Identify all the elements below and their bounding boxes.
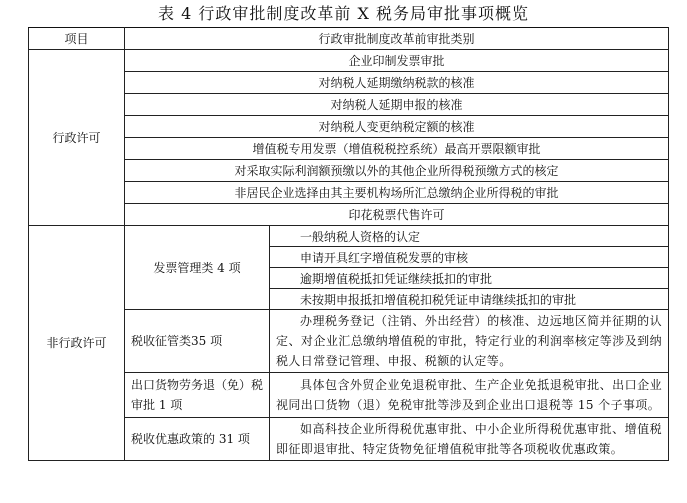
non-admin-license-text: 非行政许可 xyxy=(46,336,107,350)
admin-item: 对纳税人延期申报的核准 xyxy=(125,94,669,116)
tax-collection-label: 税收征管类35 项 xyxy=(125,310,270,373)
export-refund-label: 出口货物劳务退（免）税审批 1 项 xyxy=(125,373,270,418)
invoice-item: 未按期申报抵扣增值税扣税凭证申请继续抵扣的审批 xyxy=(270,289,669,310)
preferential-policy-label: 税收优惠政策的 31 项 xyxy=(125,418,270,461)
table-title: 表 4 行政审批制度改革前 X 税务局审批事项概览 xyxy=(158,4,529,23)
invoice-mgmt-label: 发票管理类 4 项 xyxy=(125,226,270,310)
admin-item: 企业印制发票审批 xyxy=(125,50,669,72)
header-category: 行政审批制度改革前审批类别 xyxy=(125,28,669,50)
header-item: 项目 xyxy=(29,28,125,50)
invoice-item: 一般纳税人资格的认定 xyxy=(270,226,669,247)
tax-collection-text: 办理税务登记（注销、外出经营）的核准、边远地区简并征期的认定、对企业汇总缴纳增值税的审批，特定行业的利润率核定等涉及到纳税人日常登记管理、申报、税额的认定等。 xyxy=(270,310,669,373)
admin-item: 对纳税人延期缴纳税款的核准 xyxy=(125,72,669,94)
admin-item: 增值税专用发票（增值税税控系统）最高开票限额审批 xyxy=(125,138,669,160)
non-admin-license-label xyxy=(29,226,125,461)
admin-item: 对采取实际利润额预缴以外的其他企业所得税预缴方式的核定 xyxy=(125,160,669,182)
admin-item: 非居民企业选择由其主要机构场所汇总缴纳企业所得税的审批 xyxy=(125,182,669,204)
admin-license-label: 行政许可 xyxy=(29,50,125,226)
admin-item: 印花税票代售许可 xyxy=(125,204,669,226)
invoice-item: 申请开具红字增值税发票的审核 xyxy=(270,247,669,268)
preferential-policy-text: 如高科技企业所得税优惠审批、中小企业所得税优惠审批、增值税即征即退审批、特定货物免征增值税审批等各项税收优惠政策。 xyxy=(270,418,669,461)
approval-table xyxy=(28,27,669,461)
invoice-item: 逾期增值税抵扣凭证继续抵扣的审批 xyxy=(270,268,669,289)
export-refund-text: 具体包含外贸企业免退税审批、生产企业免抵退税审批、出口企业视同出口货物（退）免税审批等涉及到企业出口退税等 15 个子事项。 xyxy=(270,373,669,418)
admin-item: 对纳税人变更纳税定额的核准 xyxy=(125,116,669,138)
